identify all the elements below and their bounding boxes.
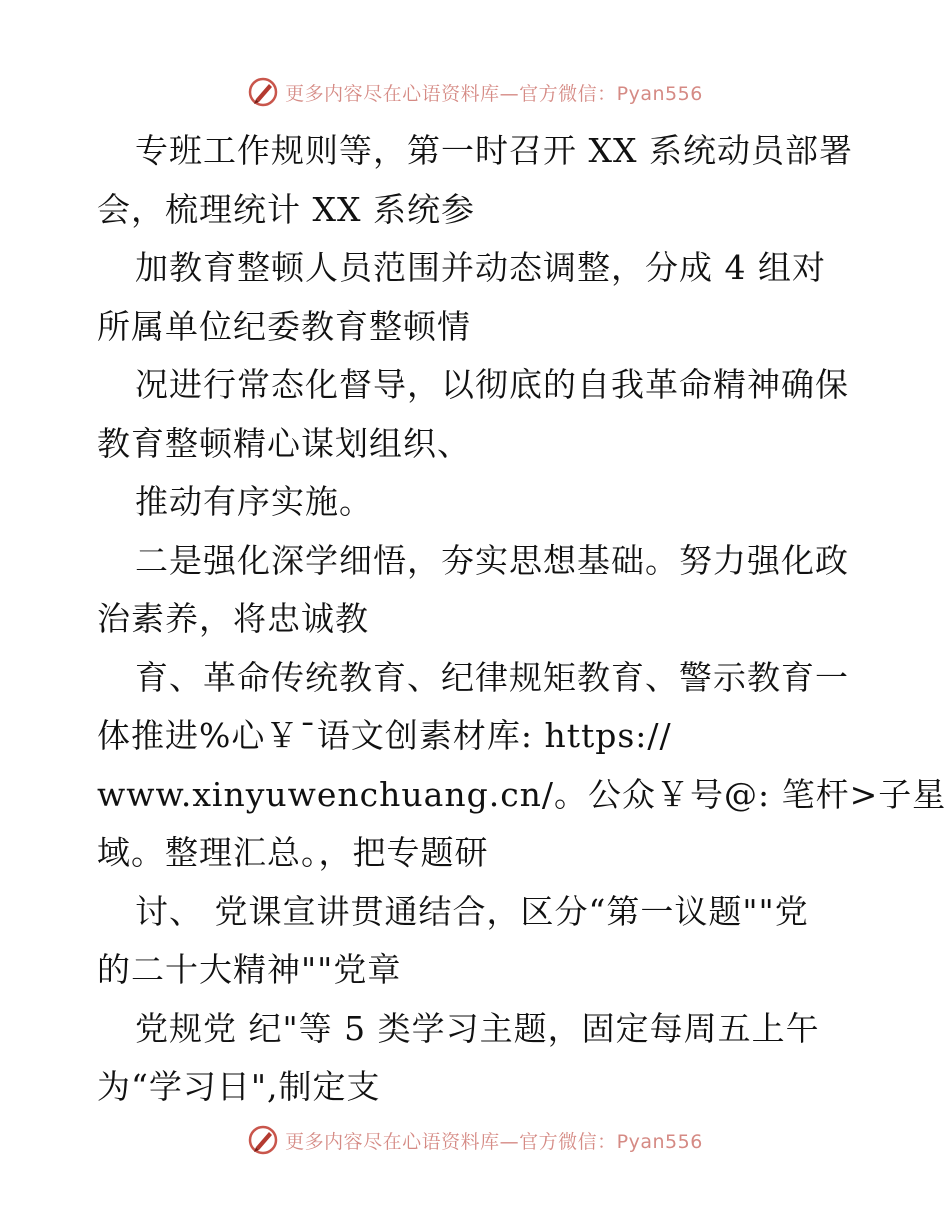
text-line: 况进行常态化督导，以彻底的自我革命精神确保 [135, 365, 849, 404]
text-line: 教育整顿精心谋划组织、 [97, 423, 471, 463]
text-line: 党规党 纪"等 5 类学习主题，固定每周五上午 [135, 1008, 820, 1048]
document-body [97, 122, 947, 1117]
text-line: www.xinyuwenchuang.cn/。公众￥号@: 笔杆>子星 [97, 774, 947, 814]
text-line: 治素养，将忠诚教 [97, 599, 369, 638]
text-line: 的二十大精神""党章 [97, 950, 402, 989]
pen-logo-icon [247, 1124, 279, 1156]
footer-watermark [0, 1120, 950, 1160]
header-watermark [0, 72, 950, 112]
text-line: 育、革命传统教育、纪律规矩教育、警示教育一 [135, 657, 849, 697]
text-line: 会，梳理统计 XX 系统参 [97, 189, 475, 229]
text-line: 二是强化深学细悟，夯实思想基础。努力强化政 [135, 540, 849, 580]
text-line: 推动有序实施。 [135, 482, 373, 521]
watermark-text: 更多内容尽在心语资料库—官方微信：Pyan556 [285, 82, 703, 105]
text-line: 讨、 党课宣讲贯通结合，区分“第一议题""党 [135, 891, 809, 931]
text-line: 为“学习日",制定支 [97, 1067, 381, 1106]
text-line: 专班工作规则等，第一时召开 XX 系统动员部署 [135, 131, 853, 170]
watermark-text: 更多内容尽在心语资料库—官方微信：Pyan556 [285, 1130, 703, 1153]
text-line: 所属单位纪委教育整顿情 [97, 306, 471, 346]
pen-logo-icon [247, 76, 279, 108]
text-line: 域。整理汇总。，把专题研 [97, 833, 489, 872]
text-line: 加教育整顿人员范围并动态调整，分成 4 组对 [135, 248, 826, 287]
text-line: 体推进%心￥¯语文创素材库: https:// [97, 716, 672, 755]
